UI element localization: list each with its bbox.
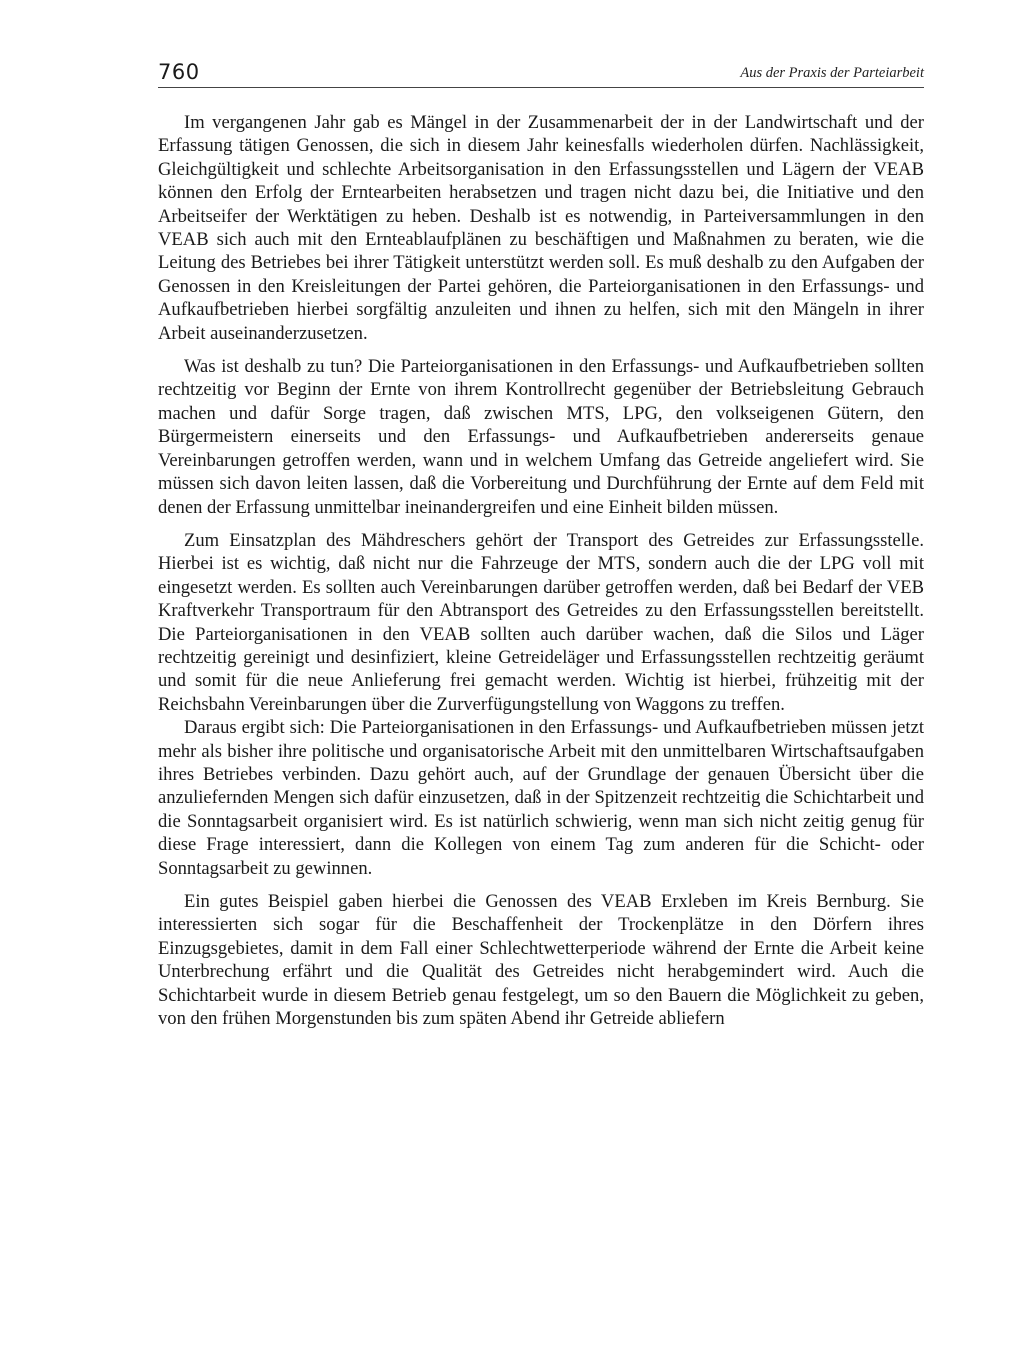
paragraph: Daraus ergibt sich: Die Parteiorganisationen in den Erfassungs- und Aufkaufbetrieben müssen jetzt mehr als bisher ihre politische und organisatorische Arbeit mit den unmittelbaren Wirtschaftsaufgaben ihres Betriebes verbinden. Dazu gehört auch, auf der Grundlage der genauen Übersicht über die anzuliefernden Mengen sich dafür einzusetzen, daß in der Spitzenzeit rechtzeitig die Schichtarbeit und die Sonntagsarbeit organisiert wird. Es ist natürlich schwierig, wenn man sich nicht zeitig genug für diese Frage interessiert, dann die Kollegen von einem Tag zum anderen für die Schicht- oder Sonntagsarbeit zu gewinnen. — [158, 717, 924, 879]
paragraph: Ein gutes Beispiel gaben hierbei die Genossen des VEAB Erxleben im Kreis Bernburg. Sie interessierten sich sogar für die Beschaffenheit der Trockenplätze in den Dörfern ihres Einzugsgebietes, damit in dem Fall einer Schlechtwetterperiode während der Ernte die Arbeit keine Unterbrechung erfährt und die Qualität des Getreides nicht herabgemindert wird. Auch die Schichtarbeit wurde in diesem Betrieb genau festgelegt, um so den Bauern die Möglichkeit zu geben, von den frühen Morgenstunden bis zum späten Abend ihr Getreide abliefern — [158, 891, 924, 1030]
running-head: Aus der Praxis der Parteiarbeit — [740, 65, 924, 81]
paragraph: Zum Einsatzplan des Mähdreschers gehört der Transport des Getreides zur Erfassungsstelle. Hierbei ist es wichtig, daß nicht nur die Fahrzeuge der MTS, sondern auch die der LPG voll mit eingesetzt werden. Es sollten auch Vereinbarungen darüber getroffen werden, daß bei Bedarf der VEB Kraftverkehr Transportraum für den Abtransport des Getreides zu den Erfassungsstellen bereitstellt. Die Parteiorganisationen in den VEAB sollten auch darüber wachen, daß die Silos und Läger rechtzeitig gereinigt und desinfiziert, kleine Getreideläger und Erfassungsstellen rechtzeitig geräumt und somit für die neue Anlieferung frei gemacht werden. Wichtig ist hierbei, frühzeitig mit der Reichsbahn Vereinbarungen über die Zurverfügungstellung von Waggons zu treffen. — [158, 529, 924, 715]
paragraph: Was ist deshalb zu tun? Die Parteiorganisationen in den Erfassungs- und Aufkaufbetrieben sollten rechtzeitig vor Beginn der Ernte von ihrem Kontrollrecht gegenüber der Betriebsleitung Gebrauch machen und dafür Sorge tragen, daß zwischen MTS, LPG, den volkseigenen Gütern, den Bürgermeistern einerseits und den Erfassungs- und Aufkaufbetrieben andererseits genaue Vereinbarungen getroffen werden, wann und in welchem Umfang das Getreide angeliefert wird. Sie müssen sich davon leiten lassen, daß die Vorbereitung und Durchführung der Ernte auf dem Feld mit denen der Erfassung unmittelbar ineinandergreifen und eine Einheit bilden müssen. — [158, 356, 924, 518]
page-number: 760 — [158, 60, 200, 84]
header-rule — [158, 87, 924, 88]
body-text — [158, 111, 924, 1030]
paragraph: Im vergangenen Jahr gab es Mängel in der Zusammenarbeit der in der Landwirtschaft und der Erfassung tätigen Genossen, die sich in diesem Jahr keinesfalls wiederholen dürfen. Nachlässigkeit, Gleichgültigkeit und schlechte Arbeitsorganisation in den Erfassungsstellen und Lägern der VEAB können den Erfolg der Erntearbeiten herabsetzen und tragen nicht dazu bei, die Initiative und den Arbeitseifer der Werktätigen zu heben. Deshalb ist es notwendig, in Parteiversammlungen in den VEAB sich auch mit den Ernteablaufplänen zu beschäftigen und Maßnahmen zu beraten, wie die Leitung des Betriebes bei ihrer Tätigkeit unterstützt werden soll. Es muß deshalb zu den Aufgaben der Genossen in den Kreisleitungen der Partei gehören, die Parteiorganisationen in den Erfassungs- und Aufkaufbetrieben hierbei sorgfältig anzuleiten und ihnen zu helfen, sich mit den Mängeln in ihrer Arbeit auseinanderzusetzen. — [158, 112, 924, 344]
page-header — [158, 60, 924, 90]
